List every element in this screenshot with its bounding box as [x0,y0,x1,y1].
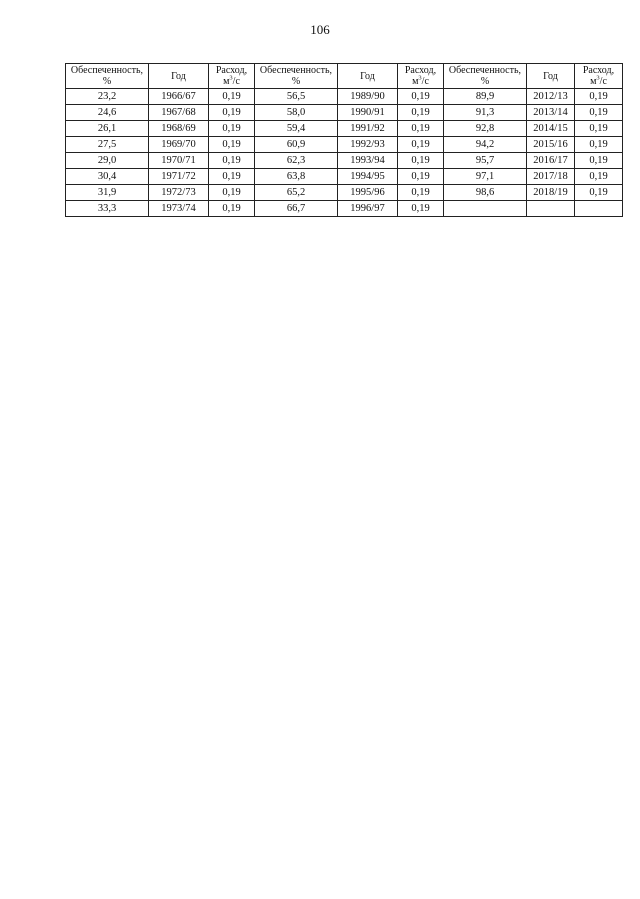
table-cell: 0,19 [398,89,444,105]
table-cell: 2015/16 [527,137,575,153]
table-cell: 0,19 [209,153,255,169]
table-row [66,153,623,169]
table-cell: 0,19 [398,137,444,153]
header-unit: % [480,76,490,87]
table-cell: 63,8 [255,169,338,185]
header-label: Расход, [215,65,248,76]
header-unit: % [102,76,112,87]
table-cell [527,201,575,217]
table-cell: 24,6 [66,105,149,121]
header-row [66,64,623,89]
header-probability-1 [66,64,149,89]
header-unit: $м^3/с$ [590,74,607,87]
table-cell: 30,4 [66,169,149,185]
table-cell: 1994/95 [338,169,398,185]
header-label: Год [360,70,375,82]
table-cell: 1990/91 [338,105,398,121]
table-cell: 31,9 [66,185,149,201]
table-cell: 1973/74 [149,201,209,217]
table-cell: 0,19 [398,121,444,137]
table-cell: 62,3 [255,153,338,169]
header-probability-2 [255,64,338,89]
table-cell: 2014/15 [527,121,575,137]
table-row [66,201,623,217]
table-cell: 95,7 [444,153,527,169]
table-cell: 0,19 [209,121,255,137]
header-year-3 [527,64,575,89]
header-unit: % [291,76,301,87]
table-cell: 0,19 [575,89,623,105]
table-cell: 0,19 [398,153,444,169]
table-cell: 1993/94 [338,153,398,169]
table-cell: 0,19 [209,105,255,121]
table-row [66,137,623,153]
table-cell: 1971/72 [149,169,209,185]
header-label: Год [543,70,558,82]
table-cell: 91,3 [444,105,527,121]
table-cell: 0,19 [398,201,444,217]
header-discharge-3 [575,64,623,89]
table-cell: 65,2 [255,185,338,201]
table-cell: 0,19 [209,89,255,105]
header-label: Обеспеченность, [448,65,522,76]
table-cell: 23,2 [66,89,149,105]
table-cell: 33,3 [66,201,149,217]
table-cell: 0,19 [575,185,623,201]
page-number: 106 [310,22,330,37]
table-cell: 1968/69 [149,121,209,137]
header-label: Обеспеченность, [70,65,144,76]
table-body [66,89,623,217]
table-cell: 0,19 [575,169,623,185]
header-label: Расход, [404,65,437,76]
header-label: Год [171,70,186,82]
table-cell: 0,19 [575,121,623,137]
table-cell: 1966/67 [149,89,209,105]
table-cell: 94,2 [444,137,527,153]
table-cell: 1991/92 [338,121,398,137]
table-cell: 59,4 [255,121,338,137]
header-unit: $м^3/с$ [223,74,240,87]
table-cell: 1970/71 [149,153,209,169]
table-cell: 0,19 [575,153,623,169]
table-row [66,105,623,121]
runoff-probability-table [65,63,623,217]
table-cell: 0,19 [398,169,444,185]
table-cell: 89,9 [444,89,527,105]
table-cell: 66,7 [255,201,338,217]
table-cell: 1989/90 [338,89,398,105]
table-cell: 60,9 [255,137,338,153]
header-unit: $м^3/с$ [412,74,429,87]
table-cell: 1996/97 [338,201,398,217]
header-discharge-1 [209,64,255,89]
table-cell: 2017/18 [527,169,575,185]
table-cell: 56,5 [255,89,338,105]
table-cell: 1972/73 [149,185,209,201]
table-cell: 92,8 [444,121,527,137]
table-cell: 2018/19 [527,185,575,201]
table-cell: 0,19 [575,137,623,153]
header-discharge-2 [398,64,444,89]
table-cell: 1967/68 [149,105,209,121]
table-cell: 0,19 [209,137,255,153]
header-year-2 [338,64,398,89]
table-cell: 0,19 [398,185,444,201]
table-cell: 26,1 [66,121,149,137]
header-label: Обеспеченность, [259,65,333,76]
table-cell [575,201,623,217]
table-cell: 0,19 [398,105,444,121]
table-cell: 2016/17 [527,153,575,169]
table-cell: 0,19 [209,185,255,201]
header-label: Расход, [582,65,615,76]
table-row [66,185,623,201]
table-row [66,121,623,137]
table-cell: 2012/13 [527,89,575,105]
table-row [66,169,623,185]
table-cell: 2013/14 [527,105,575,121]
table-cell: 1995/96 [338,185,398,201]
table-cell: 98,6 [444,185,527,201]
table-cell: 0,19 [575,105,623,121]
header-probability-3 [444,64,527,89]
table-cell: 97,1 [444,169,527,185]
table-cell: 1969/70 [149,137,209,153]
table-cell [444,201,527,217]
table-cell: 58,0 [255,105,338,121]
table-cell: 0,19 [209,169,255,185]
table-cell: 0,19 [209,201,255,217]
table-row [66,89,623,105]
table-cell: 27,5 [66,137,149,153]
table-cell: 1992/93 [338,137,398,153]
header-year-1 [149,64,209,89]
table-cell: 29,0 [66,153,149,169]
